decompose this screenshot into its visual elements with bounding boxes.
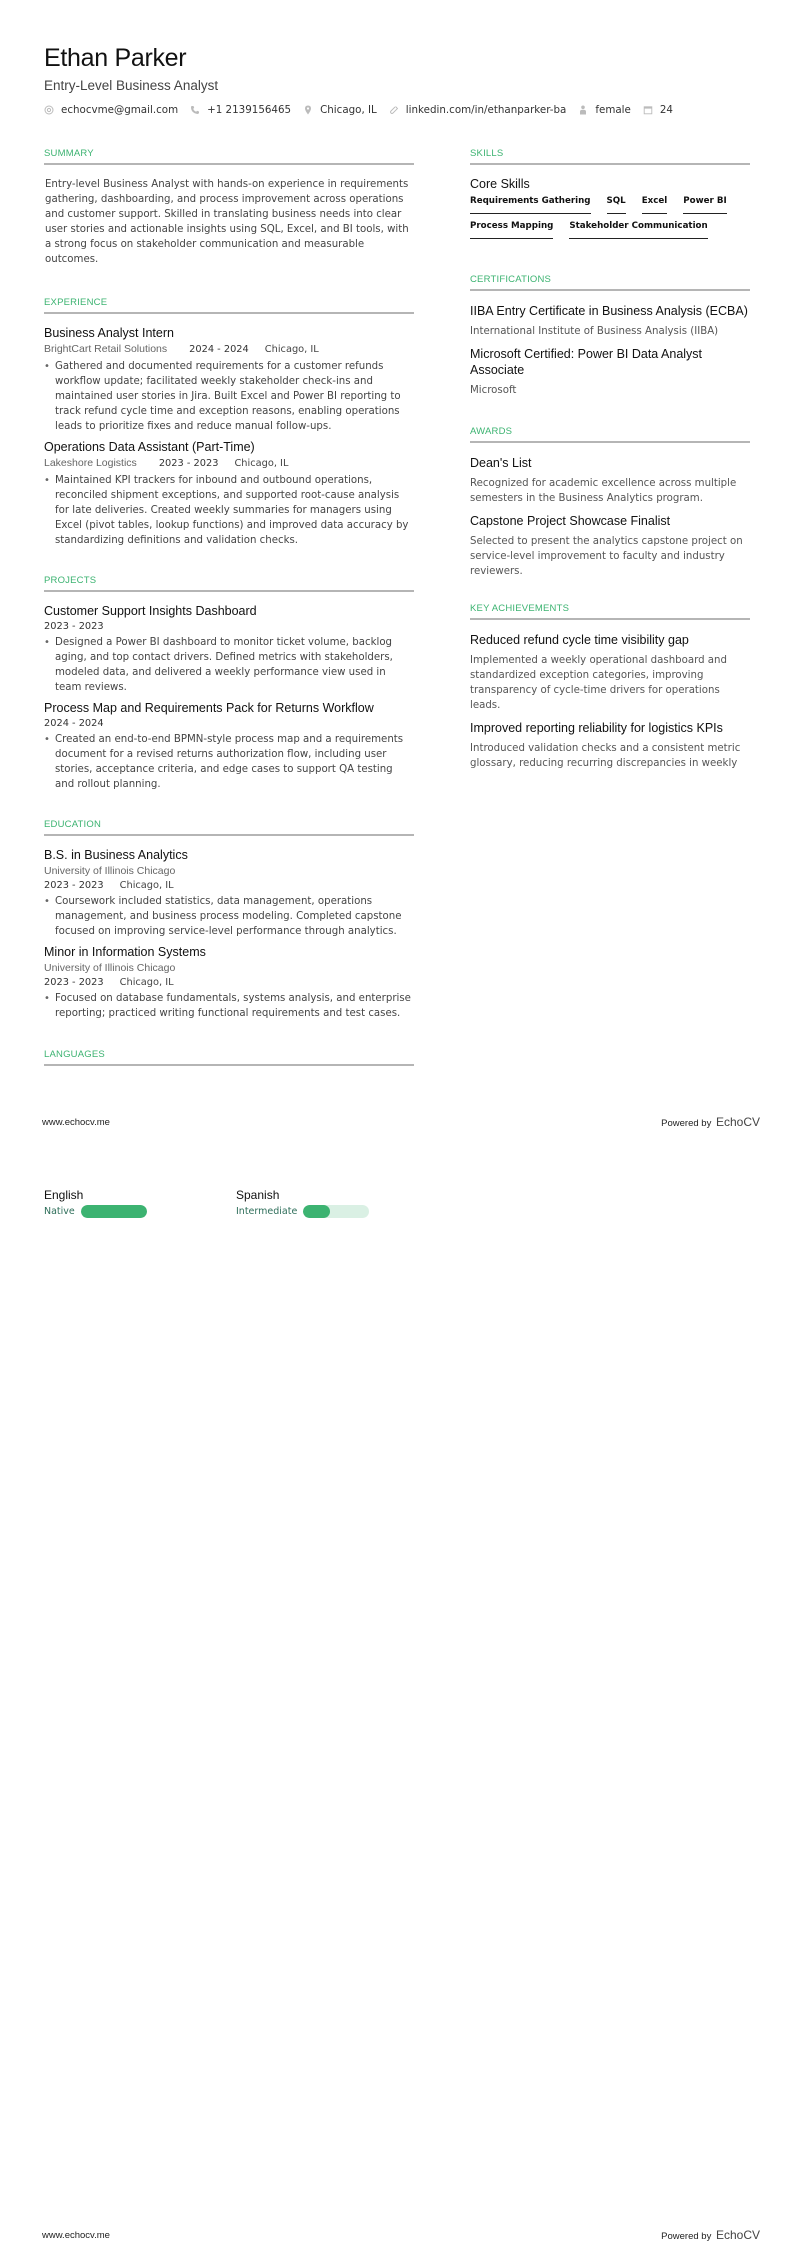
company-name: BrightCart Retail Solutions	[44, 343, 168, 355]
language-name: English	[44, 1188, 84, 1202]
education-location: Chicago, IL	[119, 880, 174, 891]
skill-tag: Stakeholder Communication	[569, 221, 707, 239]
skills-section	[470, 148, 750, 246]
section-heading: EDUCATION	[44, 819, 414, 836]
skills-list	[470, 196, 750, 246]
education-bullet	[44, 991, 414, 1021]
skill-tag: Excel	[642, 196, 668, 214]
education-entry	[44, 945, 414, 1021]
project-bullet	[44, 635, 414, 695]
contact-age	[643, 104, 673, 116]
page-footer	[42, 1115, 760, 1129]
contact-phone-text: +1 2139156465	[207, 104, 292, 116]
languages-section	[44, 1049, 414, 1066]
achievements-section	[470, 603, 750, 771]
project-meta	[44, 718, 414, 729]
bullet-text: Focused on database fundamentals, systems analysis, and enterprise reporting; practiced writing functional requirements and test cases.	[55, 993, 411, 1019]
certification-issuer: International Institute of Business Analysis (IIBA)	[470, 326, 719, 337]
contact-phone[interactable]	[190, 104, 291, 116]
bullet-text: Coursework included statistics, data management, operations management, and business process modeling. Completed capstone focused on improving service-level performance through analytics.	[55, 896, 402, 937]
certification-title: IIBA Entry Certificate in Business Analysis (ECBA)	[470, 304, 748, 318]
section-heading: PROJECTS	[44, 575, 414, 592]
bullet-dot: •	[44, 734, 50, 745]
skill-tag: Process Mapping	[470, 221, 553, 239]
proficiency-fill	[81, 1205, 147, 1218]
footer-website-link[interactable]: www.echocv.me	[42, 2229, 110, 2241]
project-title: Customer Support Insights Dashboard	[44, 604, 257, 618]
awards-section	[470, 426, 750, 579]
achievement-title: Improved reporting reliability for logistics KPIs	[470, 721, 723, 735]
at-icon	[44, 105, 54, 115]
job-meta	[44, 457, 414, 469]
bullet-dot: •	[44, 993, 50, 1004]
projects-section	[44, 575, 414, 792]
language-name: Spanish	[236, 1188, 280, 1202]
project-dates: 2023 - 2023	[44, 621, 104, 632]
phone-icon	[190, 105, 200, 115]
project-entry	[44, 604, 414, 695]
powered-by	[661, 1115, 760, 1129]
bullet-text: Designed a Power BI dashboard to monitor ticket volume, backlog aging, and top contact drivers. Defined metrics with stakeholders, modeled data, and delivered a weekly performance view used in team reviews.	[55, 637, 393, 693]
education-entry	[44, 848, 414, 939]
contact-bar	[44, 104, 685, 116]
candidate-title: Entry-Level Business Analyst	[44, 78, 219, 93]
section-heading: AWARDS	[470, 426, 750, 443]
education-dates: 2023 - 2023	[44, 880, 104, 891]
section-heading: CERTIFICATIONS	[470, 274, 750, 291]
bullet-text: Maintained KPI trackers for inbound and outbound operations, reconciled shipment exceptions, and supported root-cause analysis for late deliveries. Created weekly summaries for managers using Excel (pivot tables, lookup functions) and improved data accuracy by standardizing definitions and validation checks.	[55, 475, 409, 546]
footer-website-link[interactable]: www.echocv.me	[42, 1116, 110, 1128]
job-bullet	[44, 359, 414, 434]
education-dates: 2023 - 2023	[44, 977, 104, 988]
experience-entry	[44, 326, 414, 434]
brand-name: EchoCV	[715, 2228, 760, 2242]
job-meta	[44, 343, 414, 355]
school-name: University of Illinois Chicago	[44, 865, 176, 877]
section-heading: KEY ACHIEVEMENTS	[470, 603, 750, 620]
language-item	[44, 1188, 236, 1218]
section-heading: SUMMARY	[44, 148, 414, 165]
bullet-dot: •	[44, 361, 50, 372]
contact-email-text: echocvme@gmail.com	[61, 104, 179, 116]
link-icon	[389, 105, 399, 115]
job-title: Business Analyst Intern	[44, 326, 174, 340]
candidate-name: Ethan Parker	[44, 44, 187, 72]
bullet-dot: •	[44, 637, 50, 648]
language-item	[236, 1188, 428, 1218]
contact-linkedin-text: linkedin.com/in/ethanparker-ba	[405, 104, 567, 116]
contact-age-text: 24	[659, 104, 673, 116]
experience-entry	[44, 440, 414, 548]
job-dates: 2023 - 2023	[158, 458, 219, 469]
achievement-description: Implemented a weekly operational dashboard and standardized exception categories, improving transparency of cycle-time drivers for operations leads.	[470, 655, 727, 711]
section-heading: SKILLS	[470, 148, 750, 165]
achievement-description: Introduced validation checks and a consistent metric glossary, reducing recurring discrepancies in weekly	[470, 743, 741, 769]
contact-linkedin[interactable]	[389, 104, 567, 116]
left-column	[44, 148, 414, 1096]
contact-location-text: Chicago, IL	[320, 104, 377, 116]
powered-by-label: Powered by	[661, 2231, 712, 2242]
right-column	[470, 148, 750, 801]
contact-gender	[578, 104, 631, 116]
section-heading: EXPERIENCE	[44, 297, 414, 314]
project-meta	[44, 621, 414, 632]
project-bullet	[44, 732, 414, 792]
project-title: Process Map and Requirements Pack for Returns Workflow	[44, 701, 374, 715]
project-dates: 2024 - 2024	[44, 718, 104, 729]
powered-by	[661, 2228, 760, 2242]
person-icon	[578, 105, 588, 115]
education-meta	[44, 880, 414, 891]
award-description: Selected to present the analytics capstone project on service-level improvement to faculty and industry reviewers.	[470, 536, 743, 577]
skills-group-title: Core Skills	[470, 177, 530, 191]
degree-title: Minor in Information Systems	[44, 945, 206, 959]
degree-title: B.S. in Business Analytics	[44, 848, 188, 862]
bullet-dot: •	[44, 896, 50, 907]
language-proficiency	[236, 1205, 428, 1218]
job-location: Chicago, IL	[264, 344, 319, 355]
contact-gender-text: female	[595, 104, 631, 116]
achievement-title: Reduced refund cycle time visibility gap	[470, 633, 689, 647]
education-bullet	[44, 894, 414, 939]
certification-title: Microsoft Certified: Power BI Data Analyst Associate	[470, 347, 703, 377]
company-name: Lakeshore Logistics	[44, 457, 137, 469]
languages-list	[44, 1188, 428, 1218]
section-heading: LANGUAGES	[44, 1049, 414, 1066]
award-description: Recognized for academic excellence across multiple semesters in the Business Analytics program.	[470, 478, 737, 504]
award-title: Dean's List	[470, 456, 532, 470]
bullet-text: Gathered and documented requirements for a customer refunds workflow update; facilitated weekly stakeholder check-ins and maintained user stories in Jira. Built Excel and Power BI reporting to track refund cycle time and exception reasons, enabling operations leads to prioritize fixes and reduce manual follow-ups.	[55, 361, 401, 432]
contact-location	[303, 104, 377, 116]
contact-email[interactable]	[44, 104, 178, 116]
powered-by-label: Powered by	[661, 1118, 712, 1129]
experience-section	[44, 297, 414, 548]
proficiency-bar	[81, 1205, 147, 1218]
skill-tag: Power BI	[683, 196, 726, 214]
brand-name: EchoCV	[715, 1115, 760, 1129]
education-meta	[44, 977, 414, 988]
summary-text: Entry-level Business Analyst with hands-on experience in requirements gathering, dashboarding, and process improvement across operations and customer support. Skilled in translating business needs into clear user stories and actionable insights using SQL, Excel, and BI tools, with a strong focus on stakeholder communication and measurable outcomes.	[45, 179, 409, 265]
education-section	[44, 819, 414, 1021]
job-location: Chicago, IL	[234, 458, 289, 469]
school-name: University of Illinois Chicago	[44, 962, 176, 974]
project-entry	[44, 701, 414, 792]
certifications-section	[470, 274, 750, 398]
skill-tag: SQL	[607, 196, 626, 214]
proficiency-bar	[303, 1205, 369, 1218]
skill-tag: Requirements Gathering	[470, 196, 591, 214]
page-footer	[42, 2228, 760, 2242]
summary-section	[44, 148, 414, 267]
certification-issuer: Microsoft	[470, 385, 517, 396]
language-level: Intermediate	[236, 1206, 298, 1217]
bullet-text: Created an end-to-end BPMN-style process map and a requirements document for a revised returns authorization flow, including user stories, acceptance criteria, and edge cases to support QA testing and rollout planning.	[55, 734, 404, 790]
education-location: Chicago, IL	[119, 977, 174, 988]
proficiency-fill	[303, 1205, 329, 1218]
award-title: Capstone Project Showcase Finalist	[470, 514, 671, 528]
job-bullet	[44, 473, 414, 548]
calendar-icon	[643, 105, 653, 115]
language-proficiency	[44, 1205, 236, 1218]
job-dates: 2024 - 2024	[189, 344, 249, 355]
location-pin-icon	[303, 105, 313, 115]
language-level: Native	[44, 1206, 75, 1217]
job-title: Operations Data Assistant (Part-Time)	[44, 440, 255, 454]
bullet-dot: •	[44, 475, 50, 486]
